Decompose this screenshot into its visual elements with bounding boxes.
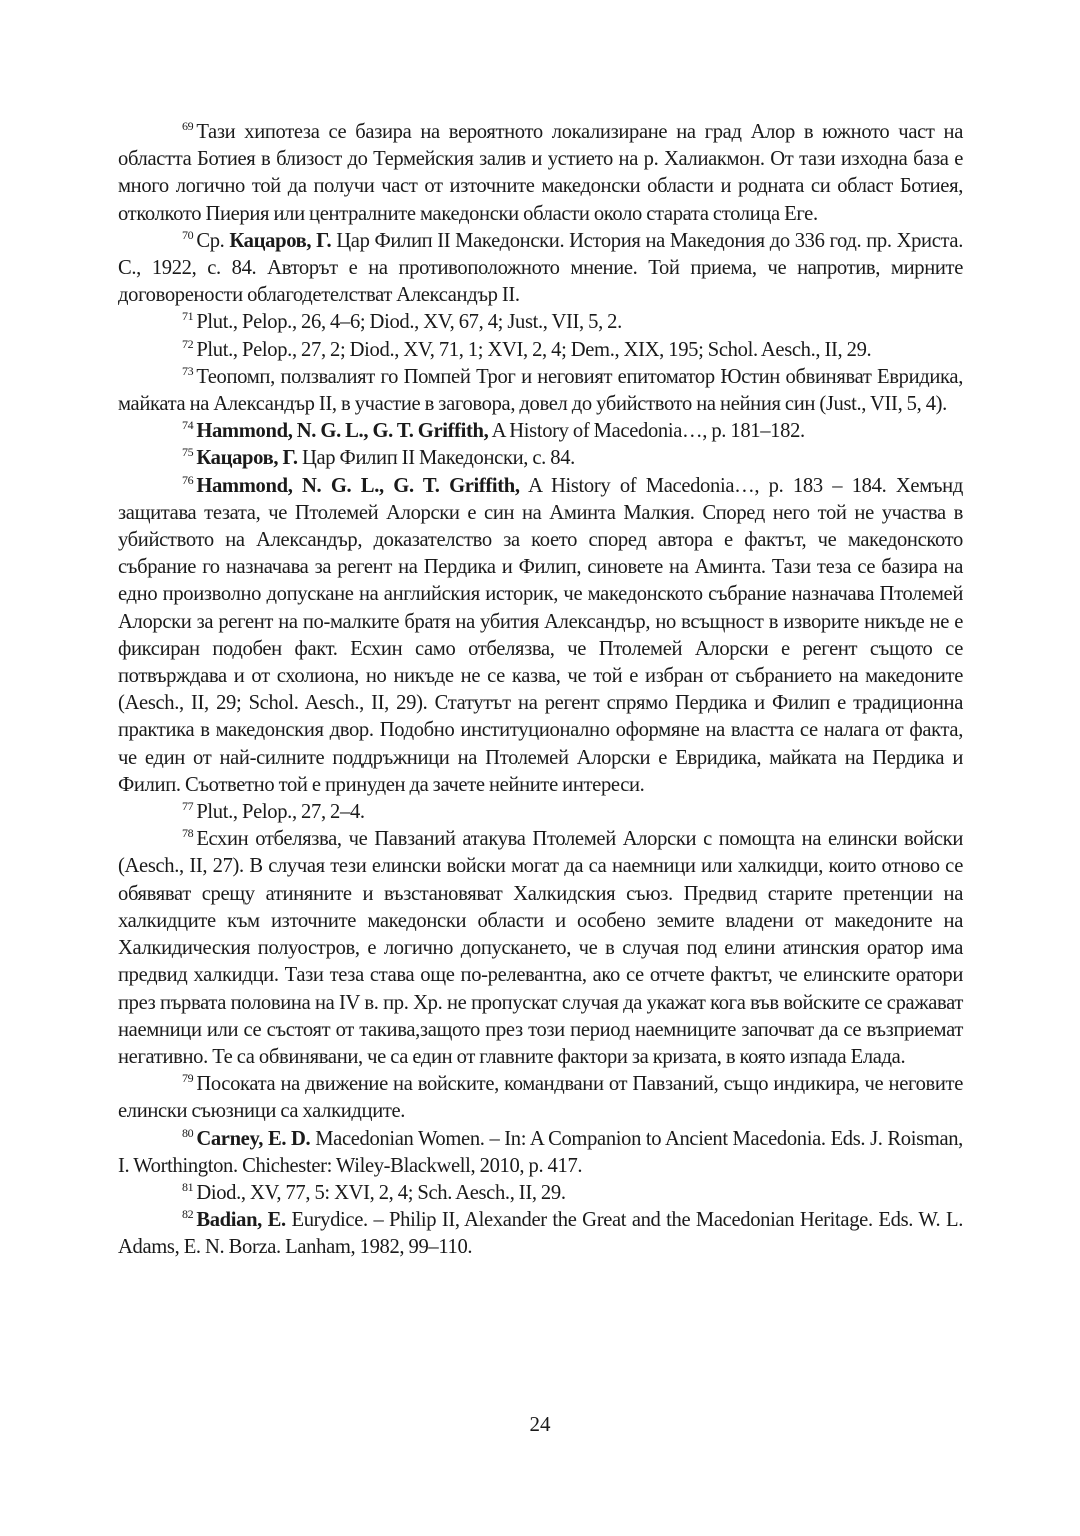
footnote-text: Цар Филип II Македонски. История на Македония до 336 год. пр. Христа. С., 1922, с. 84. Авторът е на противоположното мнение. Той приема, че напротив, мирните договорености облагодетелстват Александър II. [118, 229, 964, 307]
footnote-text: A History of Macedonia…, p. 183 – 184. Хемънд защитава тезата, че Птолемей Алорски е син на Аминта Малкия. Според него той не участва в убийството на Александър, доказателство за което според автора е фактът, че македонското събрание го назначава за регент на Пердика и Филип, синовете на Аминта. Тази теза се базира на едно произволно допускане на английския историк, че македонското събрание назначава Птолемей Алорски за регент на по-малките братя на убития Александър, но всъщност в изворите никъде не е фиксиран подобен факт. Есхин само отбелязва, че Птолемей Алорски е регент същото се потвърждава и от схолиона, но никъде не се казва, че той е избран от събранието на македоните (Aesch., II, 29; Schol. Aesch., II, 29). Статутът на регент спрямо Пердика и Филип е традиционна практика в македонския двор. Подобно институционално оформяне на властта се налага от факта, че един от най-силните поддръжници на Птолемей Алорски е Евридика, майката на Пердика и Филип. Съответно той е принуден да зачете нейните интереси. [118, 474, 963, 796]
footnote-text: Plut., Pelop., 26, 4–6; Diod., XV, 67, 4; Just., VII, 5, 2. [196, 311, 622, 334]
footnote-number: 75 [182, 445, 194, 460]
footnote-number: 72 [182, 336, 194, 351]
footnote-number: 74 [182, 418, 194, 433]
footnote-73 [118, 364, 963, 418]
footnote-text: A History of Macedonia…, p. 181–182. [488, 420, 805, 443]
footnote-author: Hammond, N. G. L., G. T. Griffith, [196, 474, 520, 497]
footnote-text: Есхин отбелязва, че Павзаний атакува Птолемей Алорски с помощта на елински войски (Aesch., II, 27). В случая тези елински войски могат да са наемници или халкидци, които отново се обявяват срещу атиняните и възстановяват Халкидския съюз. Предвид старите претенции на халкидците към източните македонски области и особено земите владени от македоните на Халкидическия полуостров, е логично допускането, че в случая под елини атинския оратор има предвид халкидци. Тази теза става още по-релевантна, ако се отчете фактът, че елинските оратори през първата половина на IV в. пр. Хр. не пропускат случая да укажат кога във войските се сражават наемници или се състоят от такива,защото през този период наемниците започват да се възприемат негативно. Те са обвинявани, че са един от главните фактори за кризата, в която изпада Елада. [118, 828, 963, 1068]
footnote-prefix: Ср. [196, 229, 230, 252]
footnote-number: 82 [182, 1207, 194, 1222]
footnote-75 [118, 445, 963, 472]
footnote-author: Кацаров, Г. [196, 447, 298, 470]
footnote-number: 81 [182, 1179, 194, 1194]
footnote-text: Eurydice. – Philip II, Alexander the Great and the Macedonian Heritage. Eds. W. L. Adams, E. N. Borza. Lanham, 1982, 99–110. [118, 1209, 963, 1259]
footnote-number: 73 [182, 363, 194, 378]
footnote-81 [118, 1180, 963, 1207]
footnote-text: Посоката на движение на войските, командвани от Павзаний, също индикира, че неговите елински съюзници са халкидците. [118, 1073, 963, 1123]
footnote-71 [118, 309, 963, 336]
footnote-70 [118, 228, 963, 310]
footnote-number: 76 [182, 472, 194, 487]
footnotes-block [118, 119, 963, 1262]
footnote-number: 77 [182, 799, 194, 814]
footnote-69 [118, 119, 963, 228]
footnote-74 [118, 418, 963, 445]
footnote-number: 78 [182, 826, 194, 841]
footnote-author: Carney, E. D. [196, 1127, 311, 1150]
page-number: 24 [529, 1412, 551, 1436]
footnote-author: Hammond, N. G. L., G. T. Griffith, [196, 420, 489, 443]
footnote-78 [118, 826, 963, 1071]
footnote-79 [118, 1071, 963, 1125]
footnote-text: Цар Филип II Македонски, с. 84. [297, 447, 575, 470]
footnote-text: Тази хипотеза се базира на вероятното локализиране на град Алор в южното част на областта Ботиея в близост до Термейския залив и устието на р. Халиакмон. От тази изходна база е много логично той да получи част от източните македонски области и родната си област Ботиея, отколкото Пиерия или централните македонски области около старата столица Еге. [118, 121, 963, 225]
footnote-number: 70 [182, 227, 194, 242]
footnote-76 [118, 473, 963, 799]
footnote-77 [118, 799, 963, 826]
footnote-text: Plut., Pelop., 27, 2; Diod., XV, 71, 1; XVI, 2, 4; Dem., XIX, 195; Schol. Aesch., II, 29. [196, 338, 872, 361]
footnote-text: Plut., Pelop., 27, 2–4. [196, 801, 365, 824]
footnote-number: 69 [182, 119, 194, 133]
footnote-number: 80 [182, 1125, 194, 1140]
footnote-text: Теопомп, ползвалият го Помпей Трог и неговият епитоматор Юстин обвиняват Евридика, майката на Александър II, в участие в заговора, довел до убийството на нейния син (Just., VII, 5, 4). [118, 365, 963, 416]
footnote-80 [118, 1126, 963, 1180]
footnote-text: Diod., XV, 77, 5: XVI, 2, 4; Sch. Aesch., II, 29. [196, 1181, 566, 1204]
footnote-author: Badian, E. [196, 1209, 286, 1232]
footnote-text: Macedonian Women. – In: A Companion to Ancient Macedonia. Eds. J. Roisman, I. Worthington. Chichester: Wiley-Blackwell, 2010, p. 417. [118, 1127, 963, 1177]
footnote-82 [118, 1207, 963, 1261]
footnote-number: 79 [182, 1071, 194, 1086]
footnote-number: 71 [182, 309, 194, 324]
footnote-72 [118, 337, 963, 364]
footnote-author: Кацаров, Г. [229, 229, 332, 252]
